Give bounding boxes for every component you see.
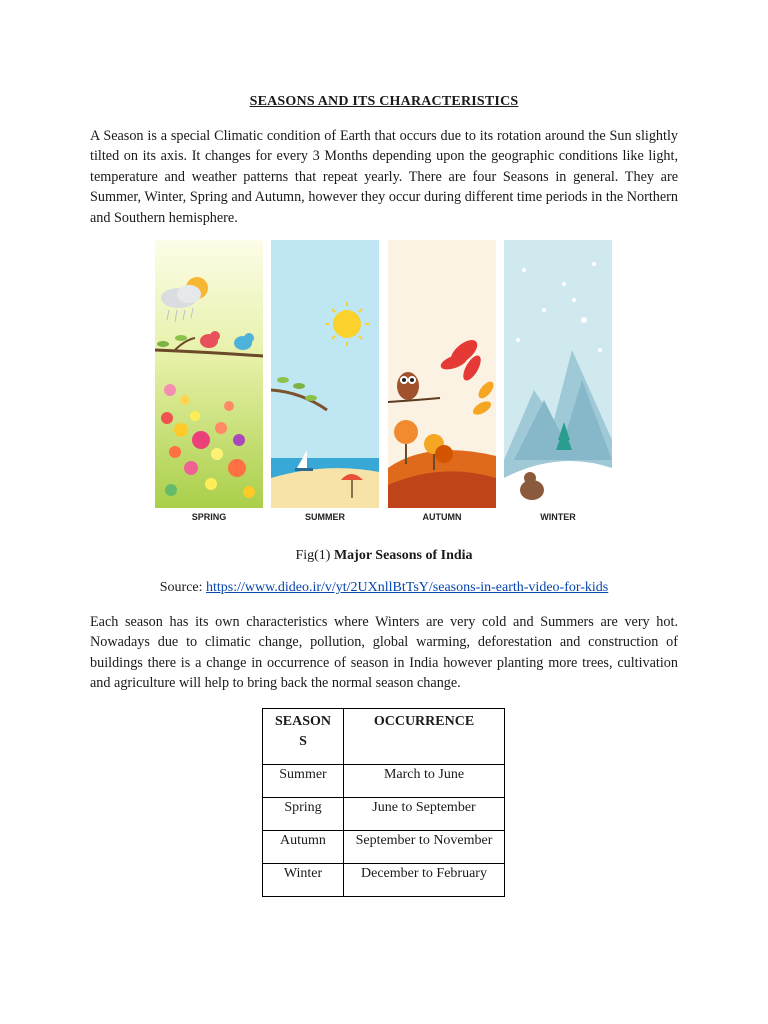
season-cell: Spring	[263, 798, 344, 831]
occurrence-cell: June to September	[344, 798, 505, 831]
caption-title: Major Seasons of India	[333, 548, 473, 563]
occurrence-cell: December to February	[344, 864, 505, 897]
season-cell: Autumn	[263, 831, 344, 864]
summer-label: SUMMER	[305, 512, 345, 522]
caption-prefix: Fig(1)	[295, 548, 334, 563]
occurrence-cell: September to November	[344, 831, 505, 864]
figure-caption	[0, 548, 768, 564]
page-title: SEASONS AND ITS CHARACTERISTICS	[249, 94, 519, 109]
winter-panel	[504, 240, 612, 508]
table-header-row	[263, 709, 505, 765]
table-row	[263, 798, 505, 831]
winter-label: WINTER	[540, 512, 576, 522]
season-cell: Summer	[263, 765, 344, 798]
table-row	[263, 864, 505, 897]
source-link[interactable]: https://www.dideo.ir/v/yt/2UXnllBtTsY/seasons-in-earth-video-for-kids	[206, 580, 609, 595]
seasons-figure	[155, 240, 613, 530]
header-seasons: SEASON S	[263, 709, 344, 765]
autumn-label: AUTUMN	[422, 512, 462, 522]
source-label: Source:	[159, 580, 207, 595]
table-row	[263, 765, 505, 798]
intro-paragraph: A Season is a special Climatic condition of Earth that occurs due to its rotation around the Sun slightly tilted on its axis. It changes for every 3 Months depending upon the geographic conditions like light, temperature and weather patterns that repeat yearly. There are four Seasons in general. They are Summer, Winter, Spring and Autumn, however they occur during different time periods in the Northern and Southern hemisphere.	[90, 128, 678, 226]
figure-source	[0, 580, 768, 596]
spring-label: SPRING	[191, 512, 227, 522]
header-occurrence: OCCURRENCE	[344, 709, 505, 765]
autumn-panel	[388, 240, 496, 508]
table-row	[263, 831, 505, 864]
characteristics-paragraph: Each season has its own characteristics where Winters are very cold and Summers are very hot. Nowadays due to climatic change, pollution, global warming, deforestation and construction of buildings there is a change in occurrence of season in India however planting more trees, cultivation and agriculture will help to bring back the normal season change.	[90, 614, 678, 692]
summer-panel	[271, 240, 379, 508]
occurrence-cell: March to June	[344, 765, 505, 798]
spring-panel	[155, 240, 263, 508]
season-cell: Winter	[263, 864, 344, 897]
season-occurrence-table	[262, 708, 505, 897]
